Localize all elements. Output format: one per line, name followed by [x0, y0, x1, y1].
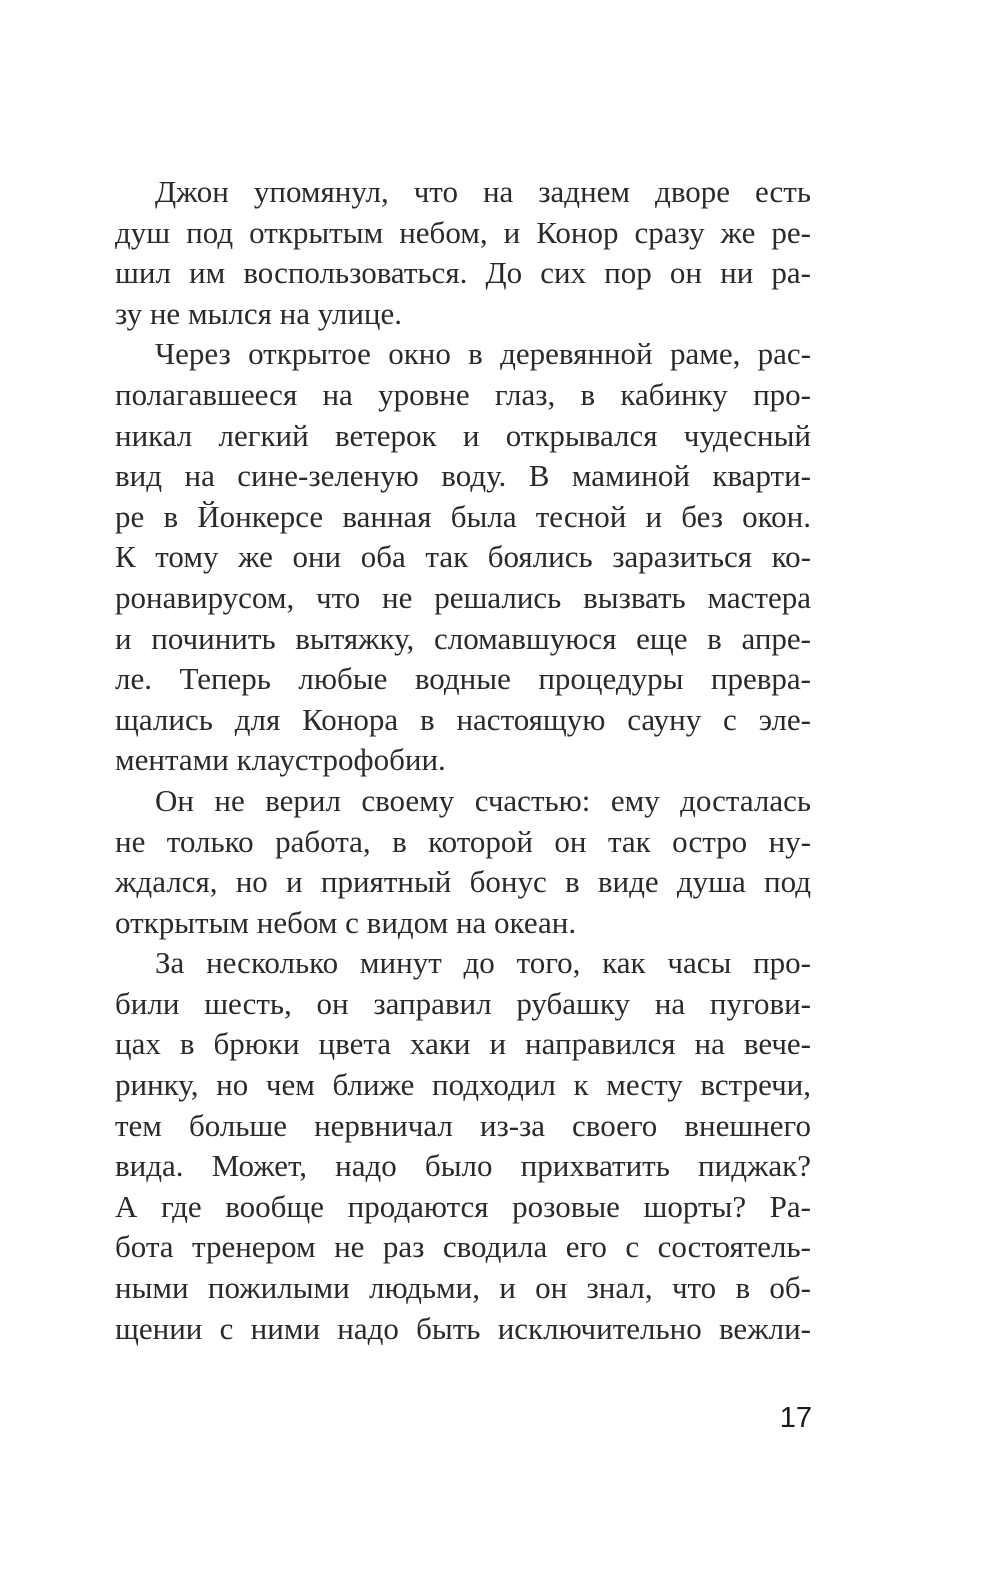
text-line: ронавирусом, что не решались вызвать мастера: [115, 579, 811, 615]
text-line: ринку, но чем ближе подходил к месту встречи,: [115, 1067, 811, 1103]
text-line: не только работа, в которой он так остро ну-: [115, 823, 811, 859]
text-line: ными пожилыми людьми, и он знал, что в об-: [115, 1270, 811, 1306]
text-line: А где вообще продаются розовые шорты? Ра-: [115, 1188, 811, 1224]
text-line: ждался, но и приятный бонус в виде душа под: [115, 864, 811, 900]
text-line: щались для Конора в настоящую сауну с эле-: [115, 701, 811, 737]
text-line: К тому же они оба так боялись заразиться ко-: [115, 539, 811, 575]
text-line: цах в брюки цвета хаки и направился на вече-: [115, 1026, 811, 1062]
text-line: полагавшееся на уровне глаз, в кабинку про-: [115, 376, 811, 412]
page-number: 17: [779, 1402, 812, 1434]
paragraph: [115, 172, 811, 334]
text-line: открытым небом с видом на океан.: [115, 904, 577, 940]
text-line: ре в Йонкерсе ванная была тесной и без окон.: [115, 498, 811, 534]
paragraph: [115, 781, 811, 943]
paragraph: [115, 334, 811, 781]
body-text: [115, 172, 811, 1349]
text-line: щении с ними надо быть исключительно вежли-: [115, 1310, 811, 1346]
text-line: и починить вытяжку, сломавшуюся еще в апре-: [115, 620, 811, 656]
text-line: ментами клаустрофобии.: [115, 742, 446, 778]
text-line: били шесть, он заправил рубашку на пугови-: [115, 985, 811, 1021]
text-line: вид на сине-зеленую воду. В маминой кварти-: [115, 458, 811, 494]
text-line: вида. Может, надо было прихватить пиджак?: [115, 1148, 811, 1184]
text-line: шил им воспользоваться. До сих пор он ни ра-: [115, 255, 811, 291]
paragraph: [115, 943, 811, 1349]
text-line: тем больше нервничал из-за своего внешнего: [115, 1107, 811, 1143]
text-line: Через открытое окно в деревянной раме, рас-: [155, 336, 811, 372]
text-line: зу не мылся на улице.: [115, 295, 403, 331]
text-line: бота тренером не раз сводила его с состоятель-: [115, 1229, 811, 1265]
text-line: никал легкий ветерок и открывался чудесный: [115, 417, 811, 453]
text-line: Джон упомянул, что на заднем дворе есть: [155, 174, 811, 209]
text-line: За несколько минут до того, как часы про-: [155, 945, 811, 981]
text-line: душ под открытым небом, и Конор сразу же ре-: [115, 214, 811, 250]
text-line: ле. Теперь любые водные процедуры превра-: [115, 661, 811, 697]
text-line: Он не верил своему счастью: ему досталась: [155, 782, 811, 818]
